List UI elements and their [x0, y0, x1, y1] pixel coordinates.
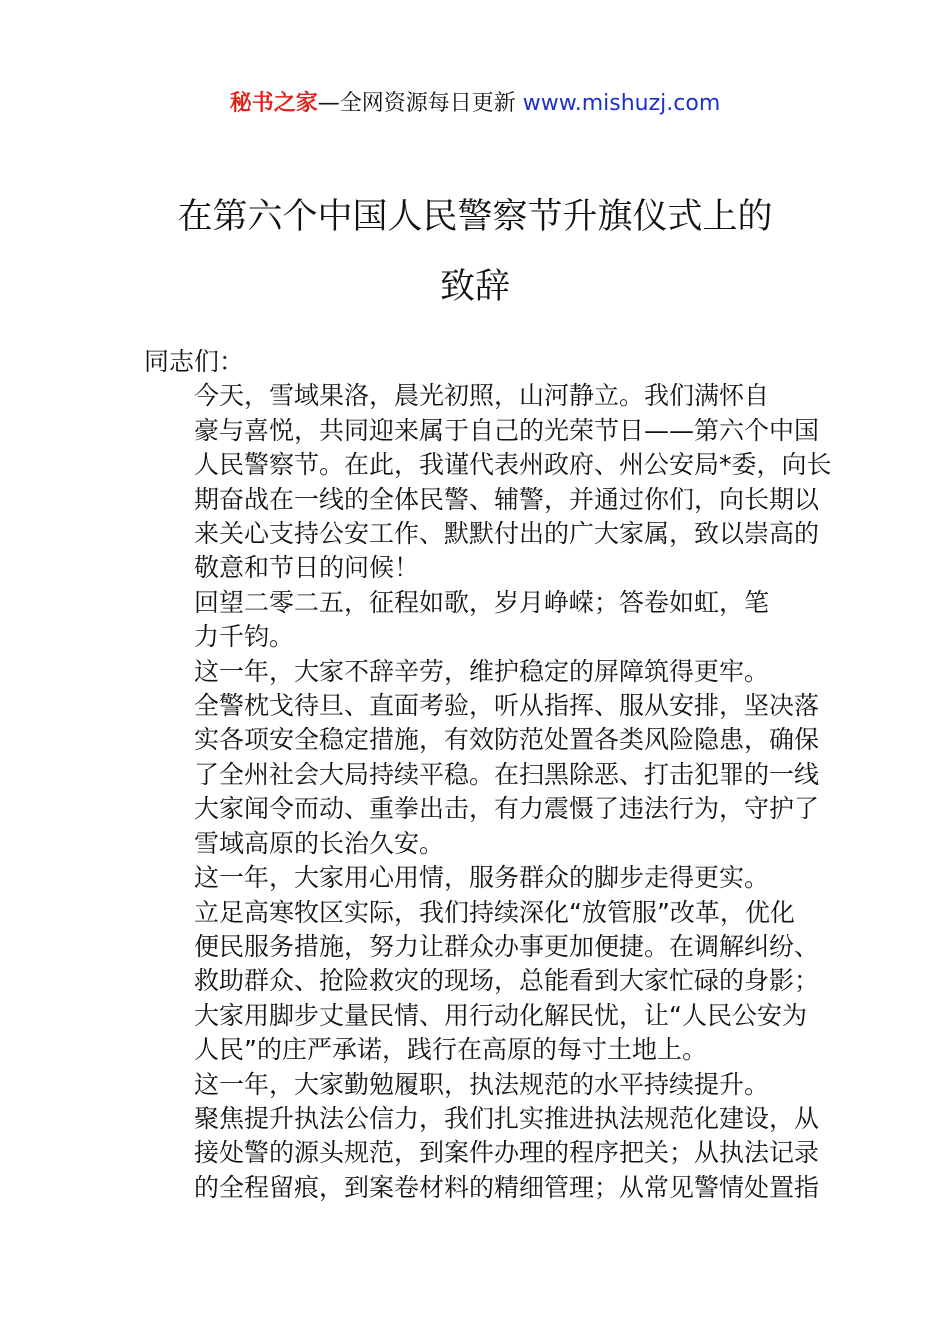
- text-line: 雪域高原的长治久安。: [194, 828, 445, 858]
- paragraph-5: [144, 1068, 820, 1206]
- text-line: 这一年，大家勤勉履职，执法规范的水平持续提升。: [194, 1069, 770, 1099]
- text-line: 大家闻令而动、重拳出击，有力震慑了违法行为，守护了: [194, 794, 820, 824]
- text-line: 力千钧。: [194, 622, 295, 652]
- site-url-link[interactable]: www.mishuzj.com: [522, 91, 721, 116]
- paragraph-2: [144, 586, 808, 655]
- text-line: 接处警的源头规范，到案件办理的程序把关；从执法记录: [194, 1138, 820, 1168]
- paragraph-4: [144, 861, 820, 1067]
- header-tagline: —全网资源每日更新: [317, 91, 523, 116]
- text-line: 回望二零二五，征程如歌，岁月峥嵘；答卷如虹，笔: [194, 587, 770, 617]
- text-line: 今天，雪域果洛，晨光初照，山河静立。我们满怀自: [194, 381, 770, 411]
- paragraph-1: [144, 379, 832, 585]
- paragraph-3: [144, 655, 820, 861]
- text-line: 实各项安全稳定措施，有效防范处置各类风险隐患，确保: [194, 725, 820, 755]
- text-line: 期奋战在一线的全体民警、辅警，并通过你们，向长期以: [194, 484, 820, 514]
- site-header: [0, 88, 950, 120]
- text-line: 了全州社会大局持续平稳。在扫黑除恶、打击犯罪的一线: [194, 759, 820, 789]
- salutation: 同志们：: [144, 347, 245, 376]
- text-line: 立足高寒牧区实际，我们持续深化“放管服”改革，优化: [194, 897, 795, 927]
- title-line: 致辞: [439, 267, 510, 307]
- text-line: 敬意和节日的问候！: [194, 553, 420, 583]
- document-body: [144, 345, 832, 1205]
- text-line: 来关心支持公安工作、默默付出的广大家属，致以崇高的: [194, 519, 820, 549]
- brand-name: 秘书之家: [229, 91, 318, 116]
- text-line: 全警枕戈待旦、直面考验，听从指挥、服从安排，坚决落: [194, 691, 820, 721]
- text-line: 聚焦提升执法公信力，我们扎实推进执法规范化建设，从: [194, 1103, 820, 1133]
- text-line: 豪与喜悦，共同迎来属于自己的光荣节日——第六个中国: [194, 415, 820, 445]
- text-line: 便民服务措施，努力让群众办事更加便捷。在调解纠纷、: [194, 931, 820, 961]
- text-line: 的全程留痕，到案卷材料的精细管理；从常见警情处置指: [194, 1172, 820, 1202]
- text-line: 这一年，大家不辞辛劳，维护稳定的屏障筑得更牢。: [194, 656, 770, 686]
- text-line: 人民”的庄严承诺，践行在高原的每寸土地上。: [194, 1035, 707, 1065]
- text-line: 这一年，大家用心用情，服务群众的脚步走得更实。: [194, 863, 770, 893]
- text-line: 救助群众、抢险救灾的现场，总能看到大家忙碌的身影；: [194, 966, 820, 996]
- title-line: 在第六个中国人民警察节升旗仪式上的: [177, 197, 773, 237]
- text-line: 大家用脚步丈量民情、用行动化解民忧，让“人民公安为: [194, 1000, 807, 1030]
- text-line: 人民警察节。在此，我谨代表州政府、州公安局*委，向长: [194, 450, 832, 480]
- document-title: [0, 182, 950, 322]
